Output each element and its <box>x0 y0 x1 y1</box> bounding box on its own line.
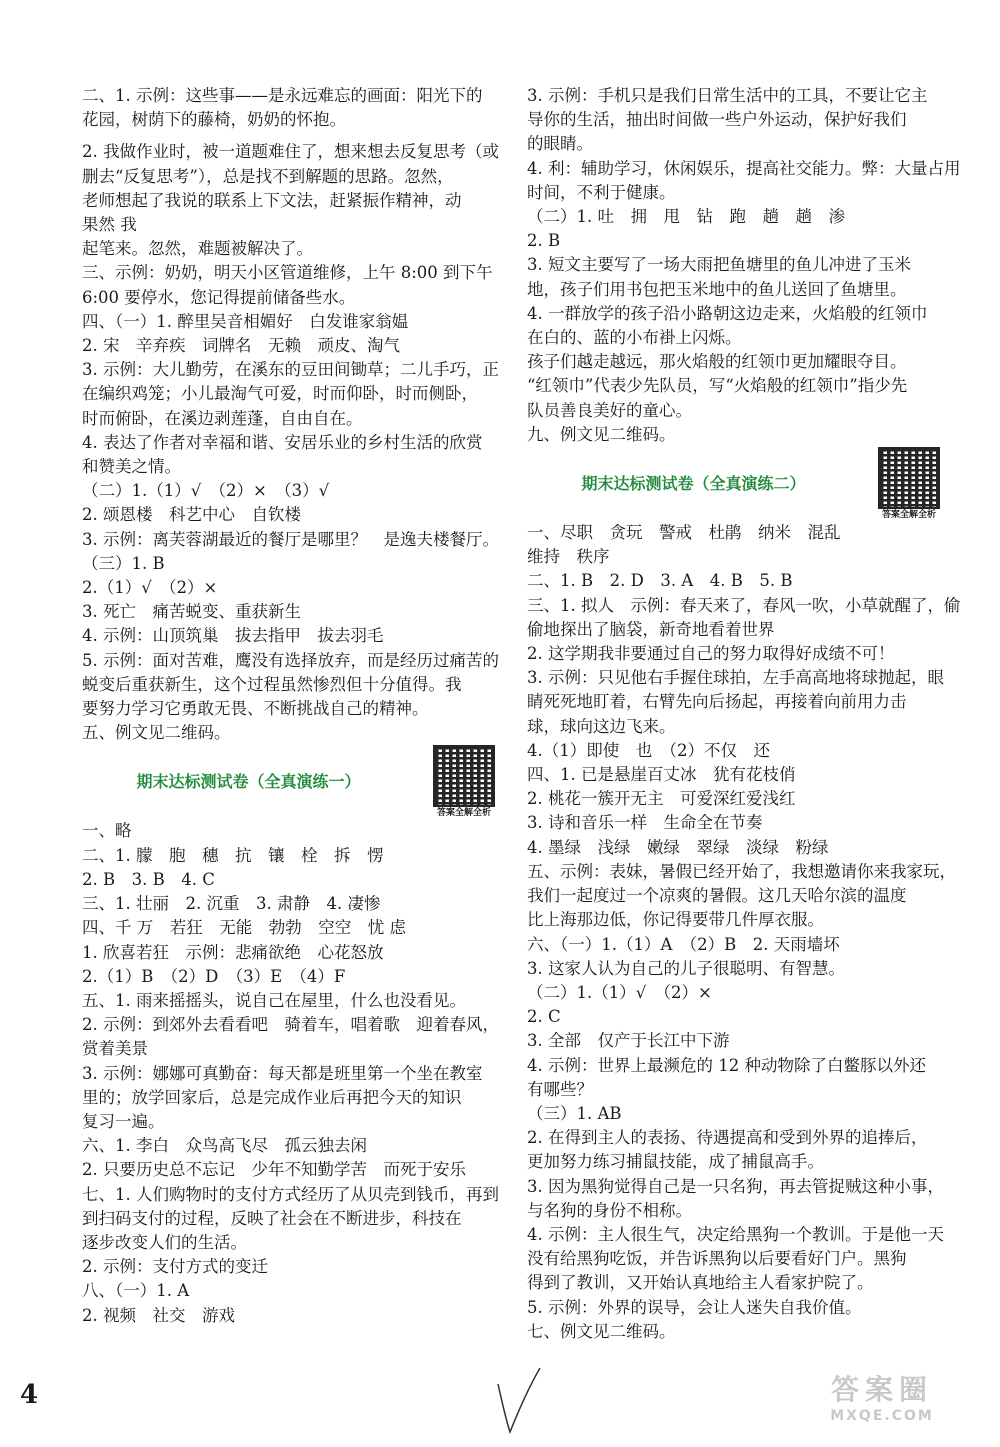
answer-line: 2. 我做作业时，被一道题难住了，想来想去反复思考（或 <box>82 142 499 162</box>
section-title <box>527 447 945 521</box>
answer-line: 4. 一群放学的孩子沿小路朝这边走来，火焰般的红领巾 <box>527 303 928 323</box>
answer-line: 五、1. 雨来摇摇头，说自己在屋里，什么也没看见。 <box>82 990 466 1010</box>
answer-line: （二）1. 吐 拥 甩 钻 跑 趟 趟 渗 <box>527 207 845 227</box>
answer-line: 2. 这学期我非要通过自己的努力取得好成绩不可！ <box>527 644 895 664</box>
answer-line: 起笔来。忽然，难题被解决了。 <box>82 239 313 259</box>
answer-line: 球，球向这边飞来。 <box>527 716 676 736</box>
answer-line: 时而俯卧，在溪边剥莲蓬，自由自在。 <box>82 408 363 428</box>
watermark-site-text: MXQE.COM <box>830 1408 934 1424</box>
answer-line: 我们一起度过一个凉爽的暑假。这几天哈尔滨的温度 <box>527 886 907 906</box>
answer-line: 三、1. 拟人 示例：春天来了，春风一吹，小草就醒了，偷 <box>527 595 961 615</box>
answer-line: 要努力学习它勇敢无畏、不断挑战自己的精神。 <box>82 699 429 719</box>
qr-caption: 答案全解全析 <box>436 808 491 819</box>
answer-line: 在白的、蓝的小布褂上闪烁。 <box>527 328 742 348</box>
handwritten-check-mark <box>492 1362 552 1442</box>
answer-line: 3. 这家人认为自己的儿子很聪明、有智慧。 <box>527 958 845 978</box>
answer-line: 4. 墨绿 浅绿 嫩绿 翠绿 淡绿 粉绿 <box>527 837 829 857</box>
answer-line: 有哪些？ <box>527 1079 593 1099</box>
section-title-text: 期末达标测试卷（全真演练二） <box>581 474 806 494</box>
answer-line: 2. 在得到主人的表扬、待遇提高和受到外界的追捧后， <box>527 1128 928 1148</box>
answer-line: 2. 颂恩楼 科艺中心 自钦楼 <box>82 505 301 525</box>
answer-line: 2. B 3. B 4. C <box>82 869 215 889</box>
answer-line: 更加努力练习捕鼠技能，成了捕鼠高手。 <box>527 1152 824 1172</box>
qr-caption: 答案全解全析 <box>881 510 936 521</box>
answer-line: 队员善良美好的童心。 <box>527 400 692 420</box>
answer-line: 逐步改变人们的生活。 <box>82 1232 247 1252</box>
answer-line: 睛死死地盯着，右臂先向后扬起，再接着向前用力击 <box>527 692 907 712</box>
answer-line: 2. 只要历史总不忘记 少年不知勤学苦 而死于安乐 <box>82 1160 466 1180</box>
qr-code-block[interactable] <box>869 447 949 521</box>
answer-line: 1. 欣喜若狂 示例：悲痛欲绝 心花怒放 <box>82 942 384 962</box>
answer-line: 3. 诗和音乐一样 生命全在节奏 <box>527 813 763 833</box>
qr-code-block[interactable] <box>424 745 504 819</box>
answer-line: 二、1. B 2. D 3. A 4. B 5. B <box>527 571 793 591</box>
answer-line: 2. 宋 辛弃疾 词牌名 无赖 顽皮、淘气 <box>82 336 400 356</box>
answer-line: 3. 短文主要写了一场大雨把鱼塘里的鱼儿冲进了玉米 <box>527 255 911 275</box>
answer-line: 果然 我 <box>82 215 137 235</box>
answer-line: 的眼睛。 <box>527 134 593 154</box>
answer-line: 2. C <box>527 1007 561 1027</box>
answer-line: 5. 示例：外界的误导，会让人迷失自我价值。 <box>527 1297 862 1317</box>
answer-line: 4. 示例：主人很生气，决定给黑狗一个教训。于是他一天 <box>527 1224 944 1244</box>
answer-line: 3. 因为黑狗觉得自己是一只名狗，再去管捉贼这种小事， <box>527 1176 944 1196</box>
answer-line: 时间，不利于健康。 <box>527 182 676 202</box>
answer-line: 里的；放学回家后，总是完成作业后再把今天的知识 <box>82 1087 462 1107</box>
answer-line: 4. 表达了作者对幸福和谐、安居乐业的乡村生活的欣赏 <box>82 432 483 452</box>
answer-line: 偷地探出了脑袋，新奇地看着世界 <box>527 619 775 639</box>
answer-line: 地，孩子们用书包把玉米地中的鱼儿送回了鱼塘里。 <box>527 279 907 299</box>
answer-line: 2. 视频 社交 游戏 <box>82 1305 235 1325</box>
answer-line: （三）1. B <box>82 553 165 573</box>
answer-line: 八、（一）1. A <box>82 1281 190 1301</box>
answer-line: 四、千 万 若狂 无能 勃勃 空空 忧 虑 <box>82 918 406 938</box>
answer-line: 三、1. 壮丽 2. 沉重 3. 肃静 4. 凄惨 <box>82 894 381 914</box>
answer-line: 维持 秩序 <box>527 547 610 567</box>
watermark-logo <box>792 1372 972 1436</box>
answer-line: 3. 示例：娜娜可真勤奋：每天都是班里第一个坐在教室 <box>82 1063 483 1083</box>
qr-code-icon[interactable] <box>878 447 940 509</box>
answer-line: 2. B <box>527 231 561 251</box>
answer-line: 孩子们越走越远，那火焰般的红领巾更加耀眼夺目。 <box>527 352 907 372</box>
answer-line: “红领巾”代表少先队员，写“火焰般的红领巾”指少先 <box>527 376 908 396</box>
answer-line: 3. 示例：离芙蓉湖最近的餐厅是哪里？ 是逸夫楼餐厅。 <box>82 529 499 549</box>
watermark-main-text: 答案圈 <box>830 1373 933 1406</box>
answer-line: 4.（1）即使 也 （2）不仅 还 <box>527 740 770 760</box>
qr-code-icon[interactable] <box>433 745 495 807</box>
answer-line: 3. 示例：手机只是我们日常生活中的工具，不要让它主 <box>527 86 928 105</box>
answer-line: 3. 死亡 痛苦蜕变、重获新生 <box>82 602 301 622</box>
answer-line: 没有给黑狗吃饭，并告诉黑狗以后要看好门户。黑狗 <box>527 1249 907 1269</box>
answer-line: 赏着美景 <box>82 1039 148 1059</box>
answer-line: 六、1. 李白 众鸟高飞尽 孤云独去闲 <box>82 1136 367 1156</box>
answer-line: 2.（1）√ （2）× <box>82 578 218 598</box>
answer-line: 与名狗的身份不相称。 <box>527 1200 692 1220</box>
answer-line: 3. 示例：大儿勤劳，在溪东的豆田间锄草；二儿手巧，正 <box>82 360 499 380</box>
answer-line: 删去“反复思考”），总是找不到解题的思路。忽然， <box>82 166 454 186</box>
answer-line: 七、1. 人们购物时的支付方式经历了从贝壳到钱币，再到 <box>82 1184 499 1204</box>
answer-line: 老师想起了我说的联系上下文法，赶紧振作精神，动 <box>82 190 462 210</box>
answer-line: 在编织鸡笼；小儿最淘气可爱，时而仰卧，时而侧卧， <box>82 384 478 404</box>
answer-line: 二、1. 朦 胞 穗 抗 镶 栓 拆 愣 <box>82 845 384 865</box>
answer-line: 3. 全部 仅产于长江中下游 <box>527 1031 730 1051</box>
answer-line: 四、1. 已是悬崖百丈冰 犹有花枝俏 <box>527 765 796 785</box>
answer-line: 一、略 <box>82 821 132 841</box>
answer-line: 2.（1）B （2）D （3）E （4）F <box>82 966 346 986</box>
answer-line: 6:00 要停水，您记得提前储备些水。 <box>82 287 356 307</box>
answer-line: 到扫码支付的过程，反映了社会在不断进步，科技在 <box>82 1208 462 1228</box>
answer-line: 花园，树荫下的藤椅，奶奶的怀抱。 <box>82 110 346 130</box>
right-answer-column <box>527 84 961 1344</box>
page-number: 4 <box>20 1380 39 1410</box>
answer-line: （二）1.（1）√ （2）× （3）√ <box>82 481 330 501</box>
answer-line: 2. 桃花一簇开无主 可爱深红爱浅红 <box>527 789 796 809</box>
answer-line: 4. 利：辅助学习，休闲娱乐，提高社交能力。弊：大量占用 <box>527 158 961 178</box>
answer-line: （三）1. AB <box>527 1103 622 1123</box>
answer-line: 一、尽职 贪玩 警戒 杜鹃 纳米 混乱 <box>527 523 841 543</box>
answer-line: 二、1. 示例：这些事——是永远难忘的画面：阳光下的 <box>82 86 483 105</box>
answer-line: 4. 示例：山顶筑巢 拔去指甲 拔去羽毛 <box>82 626 384 646</box>
answer-line: 四、（一）1. 醉里吴音相媚好 白发谁家翁媪 <box>82 311 409 331</box>
answer-line: 七、例文见二维码。 <box>527 1321 676 1341</box>
answer-line: 2. 示例：支付方式的变迁 <box>82 1257 268 1277</box>
answer-line: 五、例文见二维码。 <box>82 723 231 743</box>
answer-line: 九、例文见二维码。 <box>527 424 676 444</box>
answer-line: 五、示例：表妹，暑假已经开始了，我想邀请你来我家玩， <box>527 861 956 881</box>
answer-line: 和赞美之情。 <box>82 457 181 477</box>
answer-line: 4. 示例：世界上最濒危的 12 种动物除了白鳖豚以外还 <box>527 1055 926 1075</box>
section-title <box>82 745 500 819</box>
answer-line: （二）1.（1）√ （2）× <box>527 982 712 1002</box>
answer-line: 3. 示例：只见他右手握住球拍，左手高高地将球抛起，眼 <box>527 668 944 688</box>
answer-line: 蜕变后重获新生，这个过程虽然惨烈但十分值得。我 <box>82 674 462 694</box>
answer-line: 复习一遍。 <box>82 1111 165 1131</box>
answer-line: 2. 示例：到郊外去看看吧 骑着车，唱着歌 迎着春风， <box>82 1015 499 1035</box>
answer-line: 六、（一）1.（1）A （2）B 2. 天雨墙坏 <box>527 934 840 954</box>
section-title-text: 期末达标测试卷（全真演练一） <box>136 772 361 792</box>
answer-line: 比上海那边低，你记得要带几件厚衣服。 <box>527 910 824 930</box>
answer-line: 导你的生活，抽出时间做一些户外运动，保护好我们 <box>527 110 907 130</box>
answer-line: 5. 示例：面对苦难，鹰没有选择放弃，而是经历过痛苦的 <box>82 650 499 670</box>
left-answer-column <box>82 84 500 1328</box>
answer-line: 得到了教训，又开始认真地给主人看家护院了。 <box>527 1273 874 1293</box>
answer-line: 三、示例：奶奶，明天小区管道维修，上午 8:00 到下午 <box>82 263 493 283</box>
spacer <box>82 132 500 140</box>
